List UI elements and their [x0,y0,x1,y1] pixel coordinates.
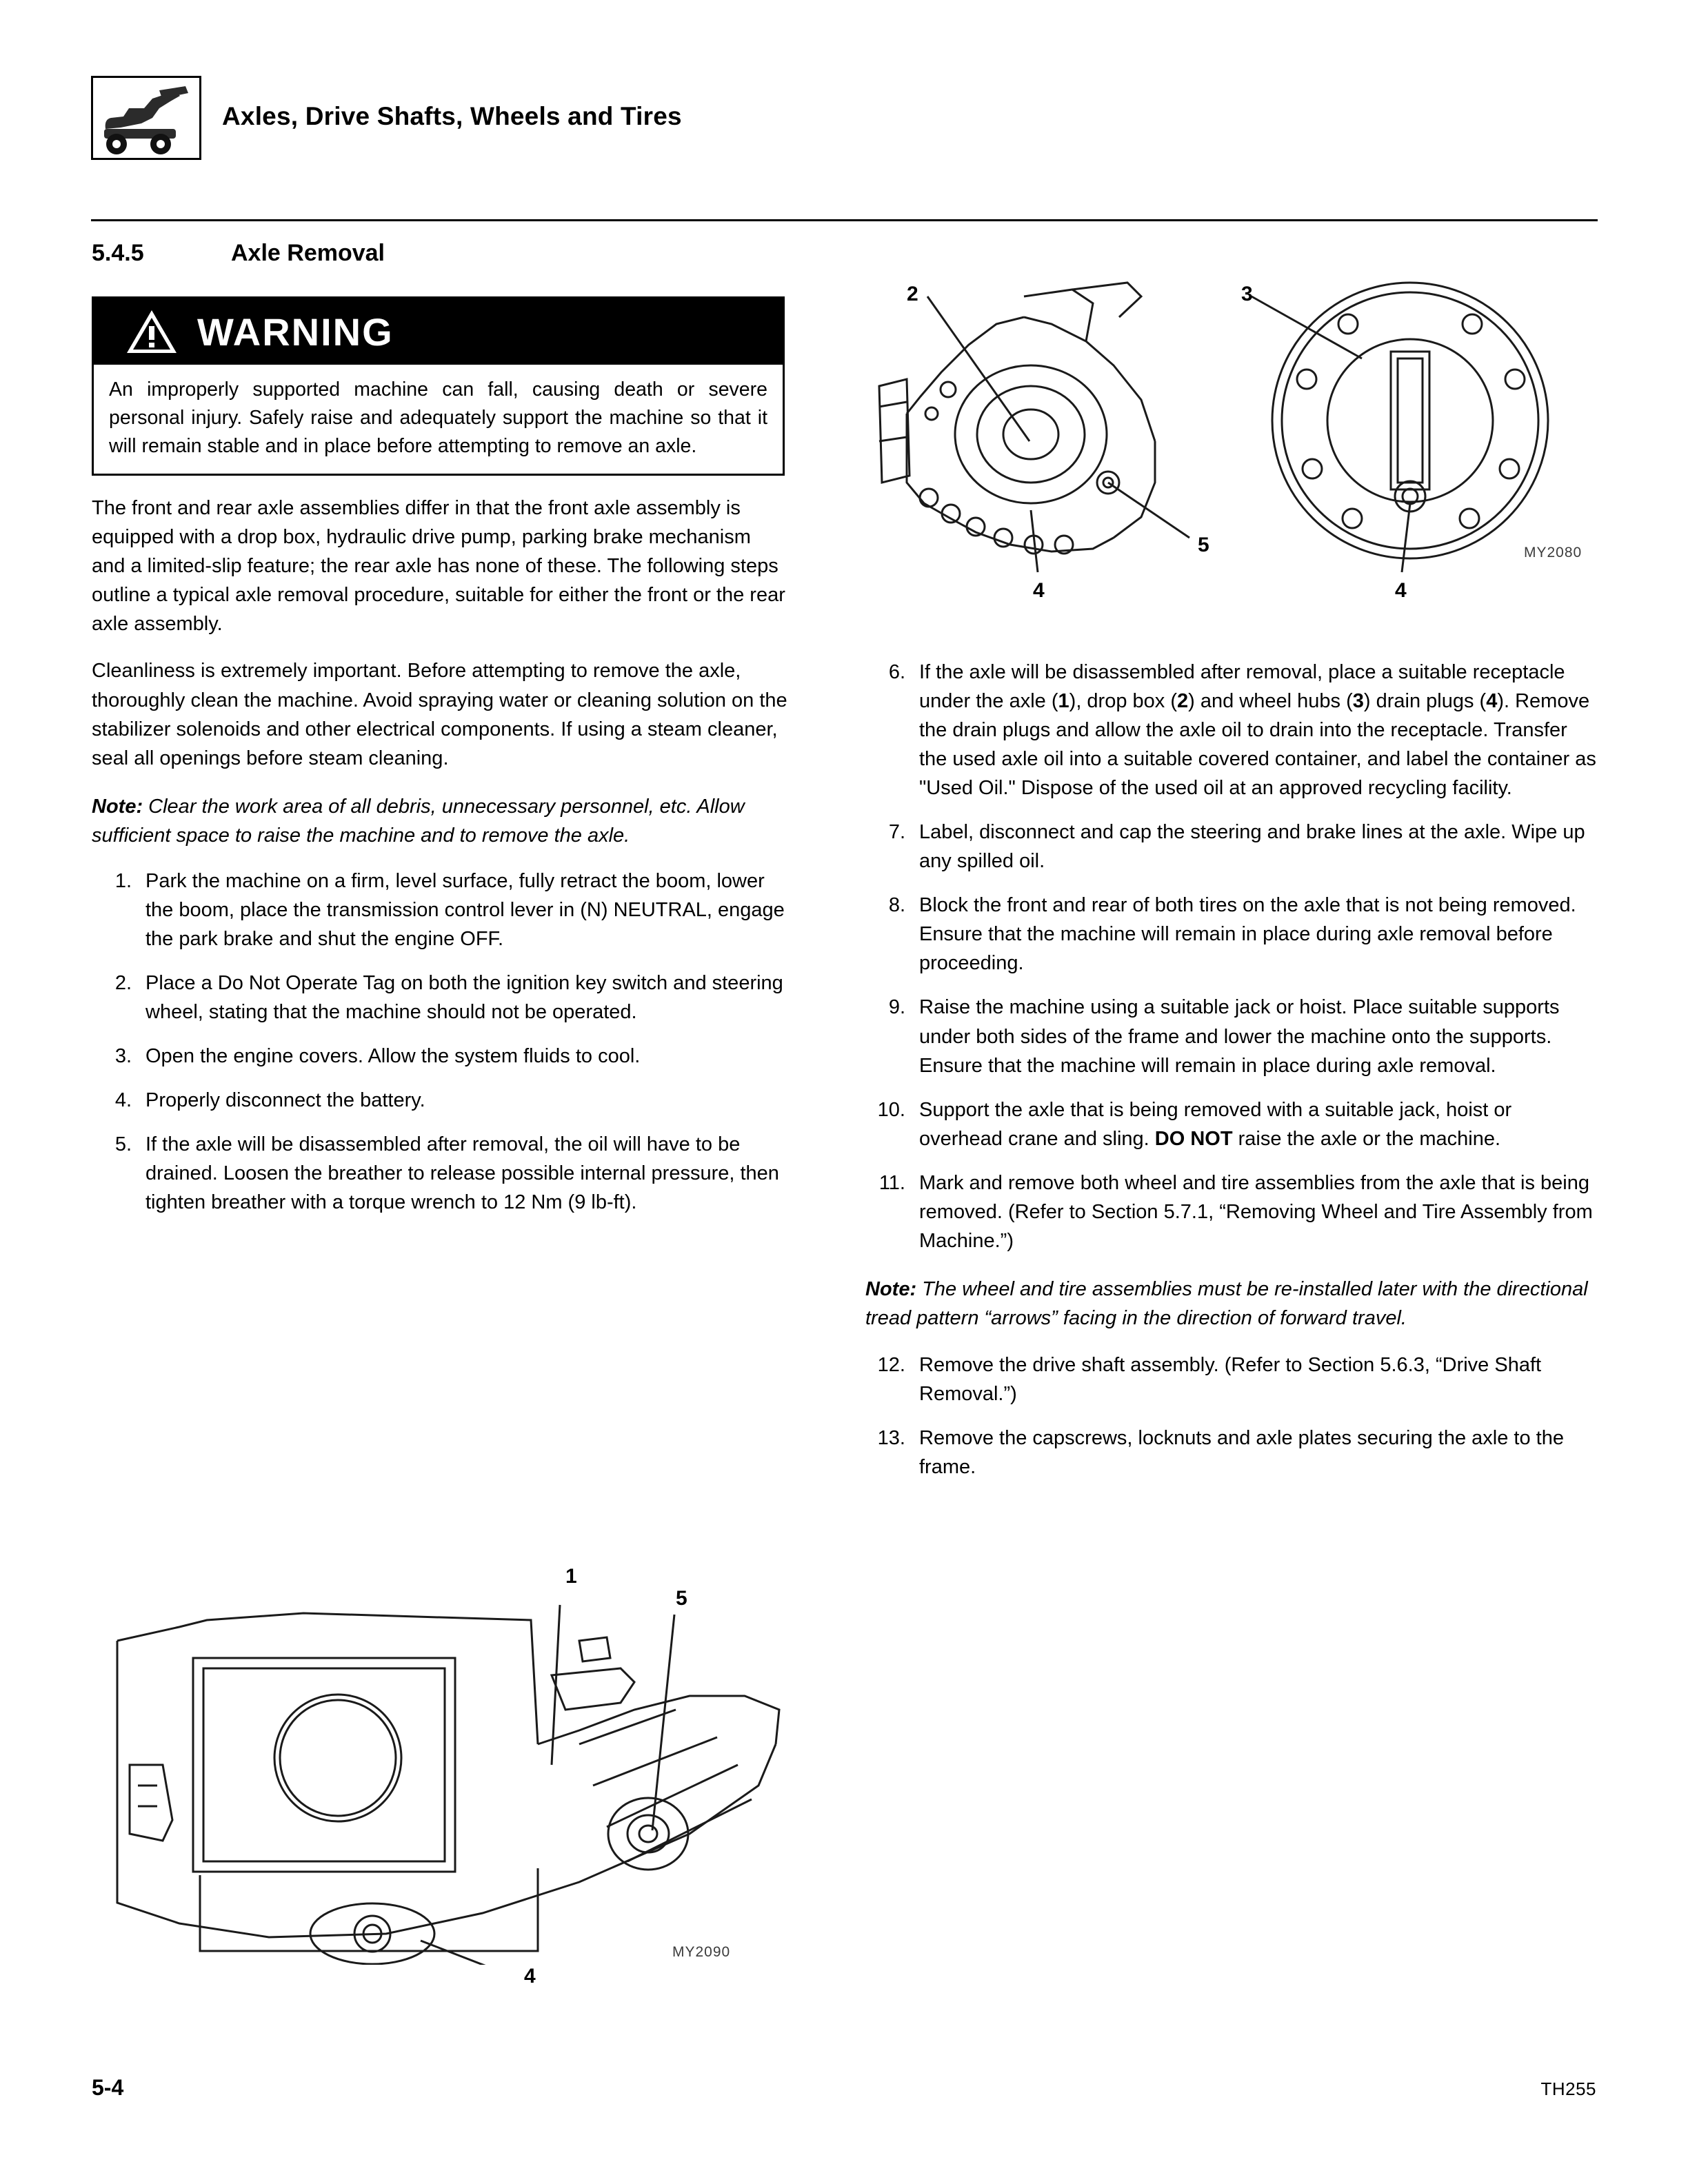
step-text-segment: If the axle will be disassembled after removal, place a suitable receptacle under the axle ( [919,661,1565,713]
figure-callout-3: 3 [1241,283,1253,305]
list-item [865,1351,1596,1408]
step-text-segment: Raise the machine using a suitable jack or hoist. Place suitable supports under both sides of the frame and lower the machine onto the supports. Ensure that the machine will remain in place during axle removal. [919,996,1560,1077]
step-text-segment: 4 [1486,690,1498,713]
step-text: If the axle will be disassembled after removal, the oil will have to be drained. Loosen the breather to release possible internal pressure, then tighten breather with a torque wrench to 12 Nm (9 lb-ft). [145,1133,779,1214]
right-steps-list [865,658,1596,1255]
step-text [919,1354,1541,1405]
step-text [919,894,1576,974]
intro-paragraph-1: The front and rear axle assemblies differ in that the front axle assembly is equipped with a drop box, hydraulic drive pump, parking brake mechanism and a limited-slip feature; the rear axle has none of these. The following steps outline a typical axle removal procedure, suitable for either the front or the rear axle assembly. [92,497,785,636]
figure-callout-1: 1 [565,1565,577,1588]
step-number: 11. [878,1171,905,1194]
step-text [919,821,1585,872]
list-item [865,658,1596,802]
figure-callout-4b: 4 [1395,579,1407,602]
left-steps-list [92,867,788,1217]
figure-my2090 [97,1537,793,1992]
step-text [919,996,1560,1076]
step-number: 8. [888,894,905,917]
step-text-segment: raise the axle or the machine. [1232,1127,1501,1150]
step-number: 9. [888,996,905,1019]
figure-callout-4: 4 [524,1965,536,1988]
step-text-segment: ) and wheel hubs ( [1188,690,1353,713]
telehandler-icon [91,76,201,160]
left-note [92,792,788,850]
header-divider [91,219,1598,221]
step-number: 2. [114,971,132,994]
page-header [91,76,1594,165]
model-number: TH255 [1540,2079,1596,2099]
step-text-segment: Mark and remove both wheel and tire assemblies from the axle that is being removed. (Refer to Section 5.7.1, “Removing Wheel and Tire Assembly from Machine.”) [919,1171,1593,1252]
step-text-segment: 3 [1352,690,1364,713]
step-text-segment: Remove the capscrews, locknuts and axle plates securing the axle to the frame. [919,1427,1564,1479]
intro-paragraph-2: Cleanliness is extremely important. Before attempting to remove the axle, thoroughly clean the machine. Avoid spraying water or cleaning solution on the stabilizer solenoids and other electrical components. If using a steam cleaner, seal all openings before steam cleaning. [92,660,787,769]
note-text-2: The wheel and tire assemblies must be re-installed later with the directional tread pattern “arrows” facing in the direction of forward travel. [865,1277,1588,1329]
step-text [919,1172,1593,1252]
figure-code-my2090: MY2090 [672,1944,731,1960]
step-number: 12. [877,1353,905,1376]
list-item [92,1130,788,1217]
warning-label: WARNING [197,310,394,354]
section-title: Axle Removal [231,240,385,266]
list-item [92,867,788,953]
step-text: Properly disconnect the battery. [145,1089,425,1112]
step-number: 13. [877,1427,905,1450]
page-number: 5-4 [92,2075,124,2100]
step-text: Open the engine covers. Allow the system fluids to cool. [145,1045,641,1067]
list-item [865,1169,1596,1255]
step-number: 10. [877,1098,905,1121]
step-text: Park the machine on a firm, level surface, fully retract the boom, lower the boom, place the transmission control lever in (N) NEUTRAL, engage the park brake and shut the engine OFF. [145,869,785,950]
note-label: Note: [92,795,143,818]
figure-callout-5b: 5 [1198,534,1209,556]
list-item [92,1042,788,1071]
list-item [92,969,788,1027]
right-note [865,1275,1596,1333]
step-text-segment: 1 [1058,690,1069,713]
step-text [919,661,1596,799]
step-text-segment: ), drop box ( [1069,690,1177,713]
step-text-segment: ) drain plugs ( [1363,690,1487,713]
list-item [865,818,1596,876]
step-text-segment: 2 [1177,690,1189,713]
step-text [919,1099,1511,1150]
step-number: 5. [114,1133,132,1156]
step-number: 6. [888,661,905,683]
list-item [865,993,1596,1080]
step-number: 3. [114,1045,132,1067]
step-number: 4. [114,1089,132,1112]
step-number: 7. [888,821,905,844]
figure-callout-5: 5 [676,1587,687,1610]
header-title: Axles, Drive Shafts, Wheels and Tires [222,102,682,130]
list-item [865,891,1596,978]
step-number: 1. [114,869,132,892]
warning-text: An improperly supported machine can fall, causing death or severe personal injury. Safely raise and adequately support the machine so that it will remain stable and in place before attempting to remove an axle. [109,378,767,457]
step-text-segment: Remove the drive shaft assembly. (Refer to Section 5.6.3, “Drive Shaft Removal.”) [919,1353,1542,1405]
section-number: 5.4.5 [92,240,144,266]
warning-banner [94,299,783,365]
right-steps-list-2 [865,1351,1596,1482]
note-text: Clear the work area of all debris, unnecessary personnel, etc. Allow sufficient space to raise the machine and to remove the axle. [92,795,745,847]
list-item [865,1424,1596,1482]
step-text-segment: Block the front and rear of both tires on the axle that is not being removed. Ensure that the machine will remain in place during axle removal before proceeding. [919,894,1576,975]
figure-code-my2080: MY2080 [1524,545,1582,560]
warning-triangle-icon [125,308,178,358]
right-column [865,641,1596,1497]
left-column [92,296,788,1232]
list-item [865,1095,1596,1153]
step-text-segment: ). Remove the drain plugs and allow the axle oil to drain into the receptacle. Transfer the used axle oil into a suitable covered container, and label the container as "Used Oil." Dispose of the used oil at an approved recycling facility. [919,690,1596,800]
step-text-segment: Support the axle that is being removed with a suitable jack, hoist or overhead crane and sling. [919,1098,1512,1150]
figure-callout-4a: 4 [1033,579,1045,602]
step-text [919,1427,1564,1478]
list-item [92,1086,788,1115]
warning-box [92,296,785,476]
figure-my2080 [865,276,1600,620]
step-text: Place a Do Not Operate Tag on both the ignition key switch and steering wheel, stating that the machine should not be operated. [145,971,783,1023]
step-text-segment: DO NOT [1154,1127,1233,1150]
step-text-segment: Label, disconnect and cap the steering and brake lines at the axle. Wipe up any spilled oil. [919,821,1585,873]
note-label-2: Note: [865,1277,917,1300]
figure-callout-2: 2 [907,283,918,305]
